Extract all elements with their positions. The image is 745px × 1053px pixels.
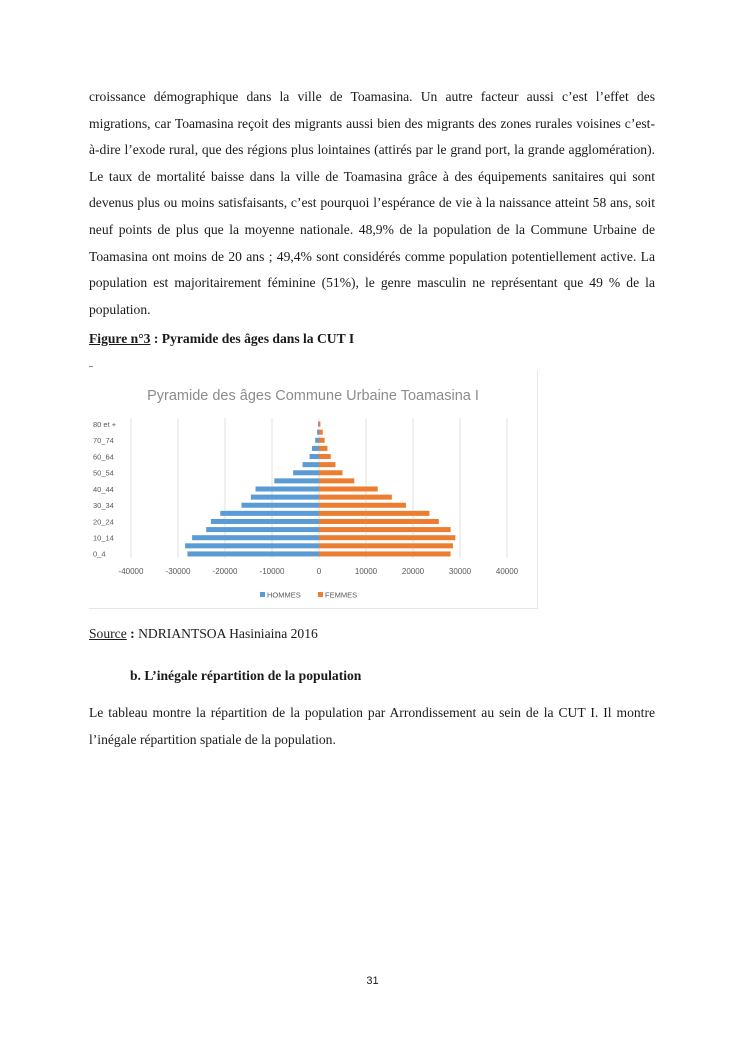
- bar-femmes: [319, 446, 327, 451]
- legend-label-hommes: HOMMES: [267, 590, 301, 600]
- x-tick-label: 30000: [448, 567, 472, 576]
- bar-hommes: [241, 503, 319, 508]
- bar-femmes: [319, 462, 335, 467]
- y-tick-label: 50_54: [93, 468, 114, 478]
- y-tick-label: 30_34: [93, 501, 114, 511]
- bar-femmes: [319, 535, 455, 540]
- figure-marker: [89, 366, 93, 367]
- x-tick-label: 20000: [401, 567, 425, 576]
- bar-femmes: [319, 527, 451, 532]
- bar-hommes: [293, 470, 319, 475]
- body-paragraph-2: Le tableau montre la répartition de la population par Arrondissement au sein de la CUT I. Il montre l’inégale répartition spatiale de la population.: [89, 705, 655, 747]
- x-tick-label: 40000: [495, 567, 519, 576]
- y-tick-label: 20_24: [93, 517, 114, 527]
- chart-title: Pyramide des âges Commune Urbaine Toamasina I: [147, 388, 479, 404]
- bar-femmes: [319, 519, 439, 524]
- bar-hommes: [251, 495, 319, 500]
- bar-femmes: [319, 422, 320, 427]
- y-tick-label: 60_64: [93, 452, 114, 462]
- bar-femmes: [319, 551, 451, 556]
- bar-hommes: [206, 527, 319, 532]
- legend-swatch-hommes: [260, 592, 265, 597]
- body-paragraph: croissance démographique dans la ville de Toamasina. Un autre facteur aussi c’est l’effet des migrations, car Toamasina reçoit des migrants aussi bien des migrants des zones rurales voisines c’est-à-dire l’exode rural, que des régions plus lointaines (attirés par le grand port, la grande agglomération). Le taux de mortalité baisse dans la ville de Toamasina grâce à des équipements sanitaires qui sont devenus plus ou moins satisfaisants, c’est pourquoi l’espérance de vie à la naissance atteint 58 ans, soit neuf points de plus que la moyenne nationale. 48,9% de la population de la Commune Urbaine de Toamasina ont moins de 20 ans ; 49,4% sont considérés comme population potentiellement active. La population est majoritairement féminine (51%), le genre masculin ne représentant que 49 % de la population.: [89, 89, 655, 317]
- source-separator: :: [126, 626, 135, 641]
- bar-hommes: [256, 486, 319, 491]
- bar-femmes: [319, 543, 453, 548]
- bar-hommes: [187, 551, 319, 556]
- bar-femmes: [319, 486, 378, 491]
- x-tick-label: 0: [316, 567, 322, 576]
- bar-hommes: [185, 543, 319, 548]
- chart-svg: [89, 370, 537, 608]
- population-pyramid-chart: [89, 370, 538, 609]
- bar-hommes: [211, 519, 319, 524]
- bar-femmes: [319, 470, 343, 475]
- x-tick-label: 10000: [354, 567, 378, 576]
- figure-caption-text: : Pyramide des âges dans la CUT I: [150, 331, 355, 346]
- x-tick-label: -10000: [259, 567, 285, 576]
- bar-hommes: [192, 535, 319, 540]
- section-subheading: b. L’inégale répartition de la population: [130, 668, 362, 683]
- bar-hommes: [310, 454, 319, 459]
- figure-caption: [89, 331, 354, 347]
- page-number: 31: [366, 975, 379, 987]
- figure-label: Figure n°3: [89, 331, 151, 346]
- bar-femmes: [319, 503, 406, 508]
- y-tick-label: 10_14: [93, 533, 114, 543]
- bar-femmes: [319, 495, 392, 500]
- bar-hommes: [318, 422, 319, 427]
- bar-hommes: [315, 438, 319, 443]
- x-tick-label: -20000: [212, 567, 238, 576]
- bar-hommes: [274, 478, 319, 483]
- bar-hommes: [220, 511, 319, 516]
- bar-femmes: [319, 478, 354, 483]
- figure-source: [89, 626, 318, 642]
- legend-swatch-femmes: [318, 592, 323, 597]
- bar-hommes: [303, 462, 319, 467]
- source-label: Source: [89, 626, 127, 641]
- y-tick-label: 80 et +: [93, 419, 117, 429]
- bar-femmes: [319, 511, 429, 516]
- bar-femmes: [319, 454, 331, 459]
- bar-hommes: [312, 446, 319, 451]
- source-text: NDRIANTSOA Hasiniaina 2016: [134, 626, 318, 641]
- legend-label-femmes: FEMMES: [325, 590, 358, 600]
- x-tick-label: -40000: [118, 567, 144, 576]
- x-tick-label: -30000: [165, 567, 191, 576]
- bar-hommes: [317, 430, 319, 435]
- y-tick-label: 70_74: [93, 436, 114, 446]
- y-tick-label: 40_44: [93, 484, 114, 494]
- bar-femmes: [319, 438, 325, 443]
- bar-femmes: [319, 430, 323, 435]
- y-tick-label: 0_4: [93, 549, 106, 559]
